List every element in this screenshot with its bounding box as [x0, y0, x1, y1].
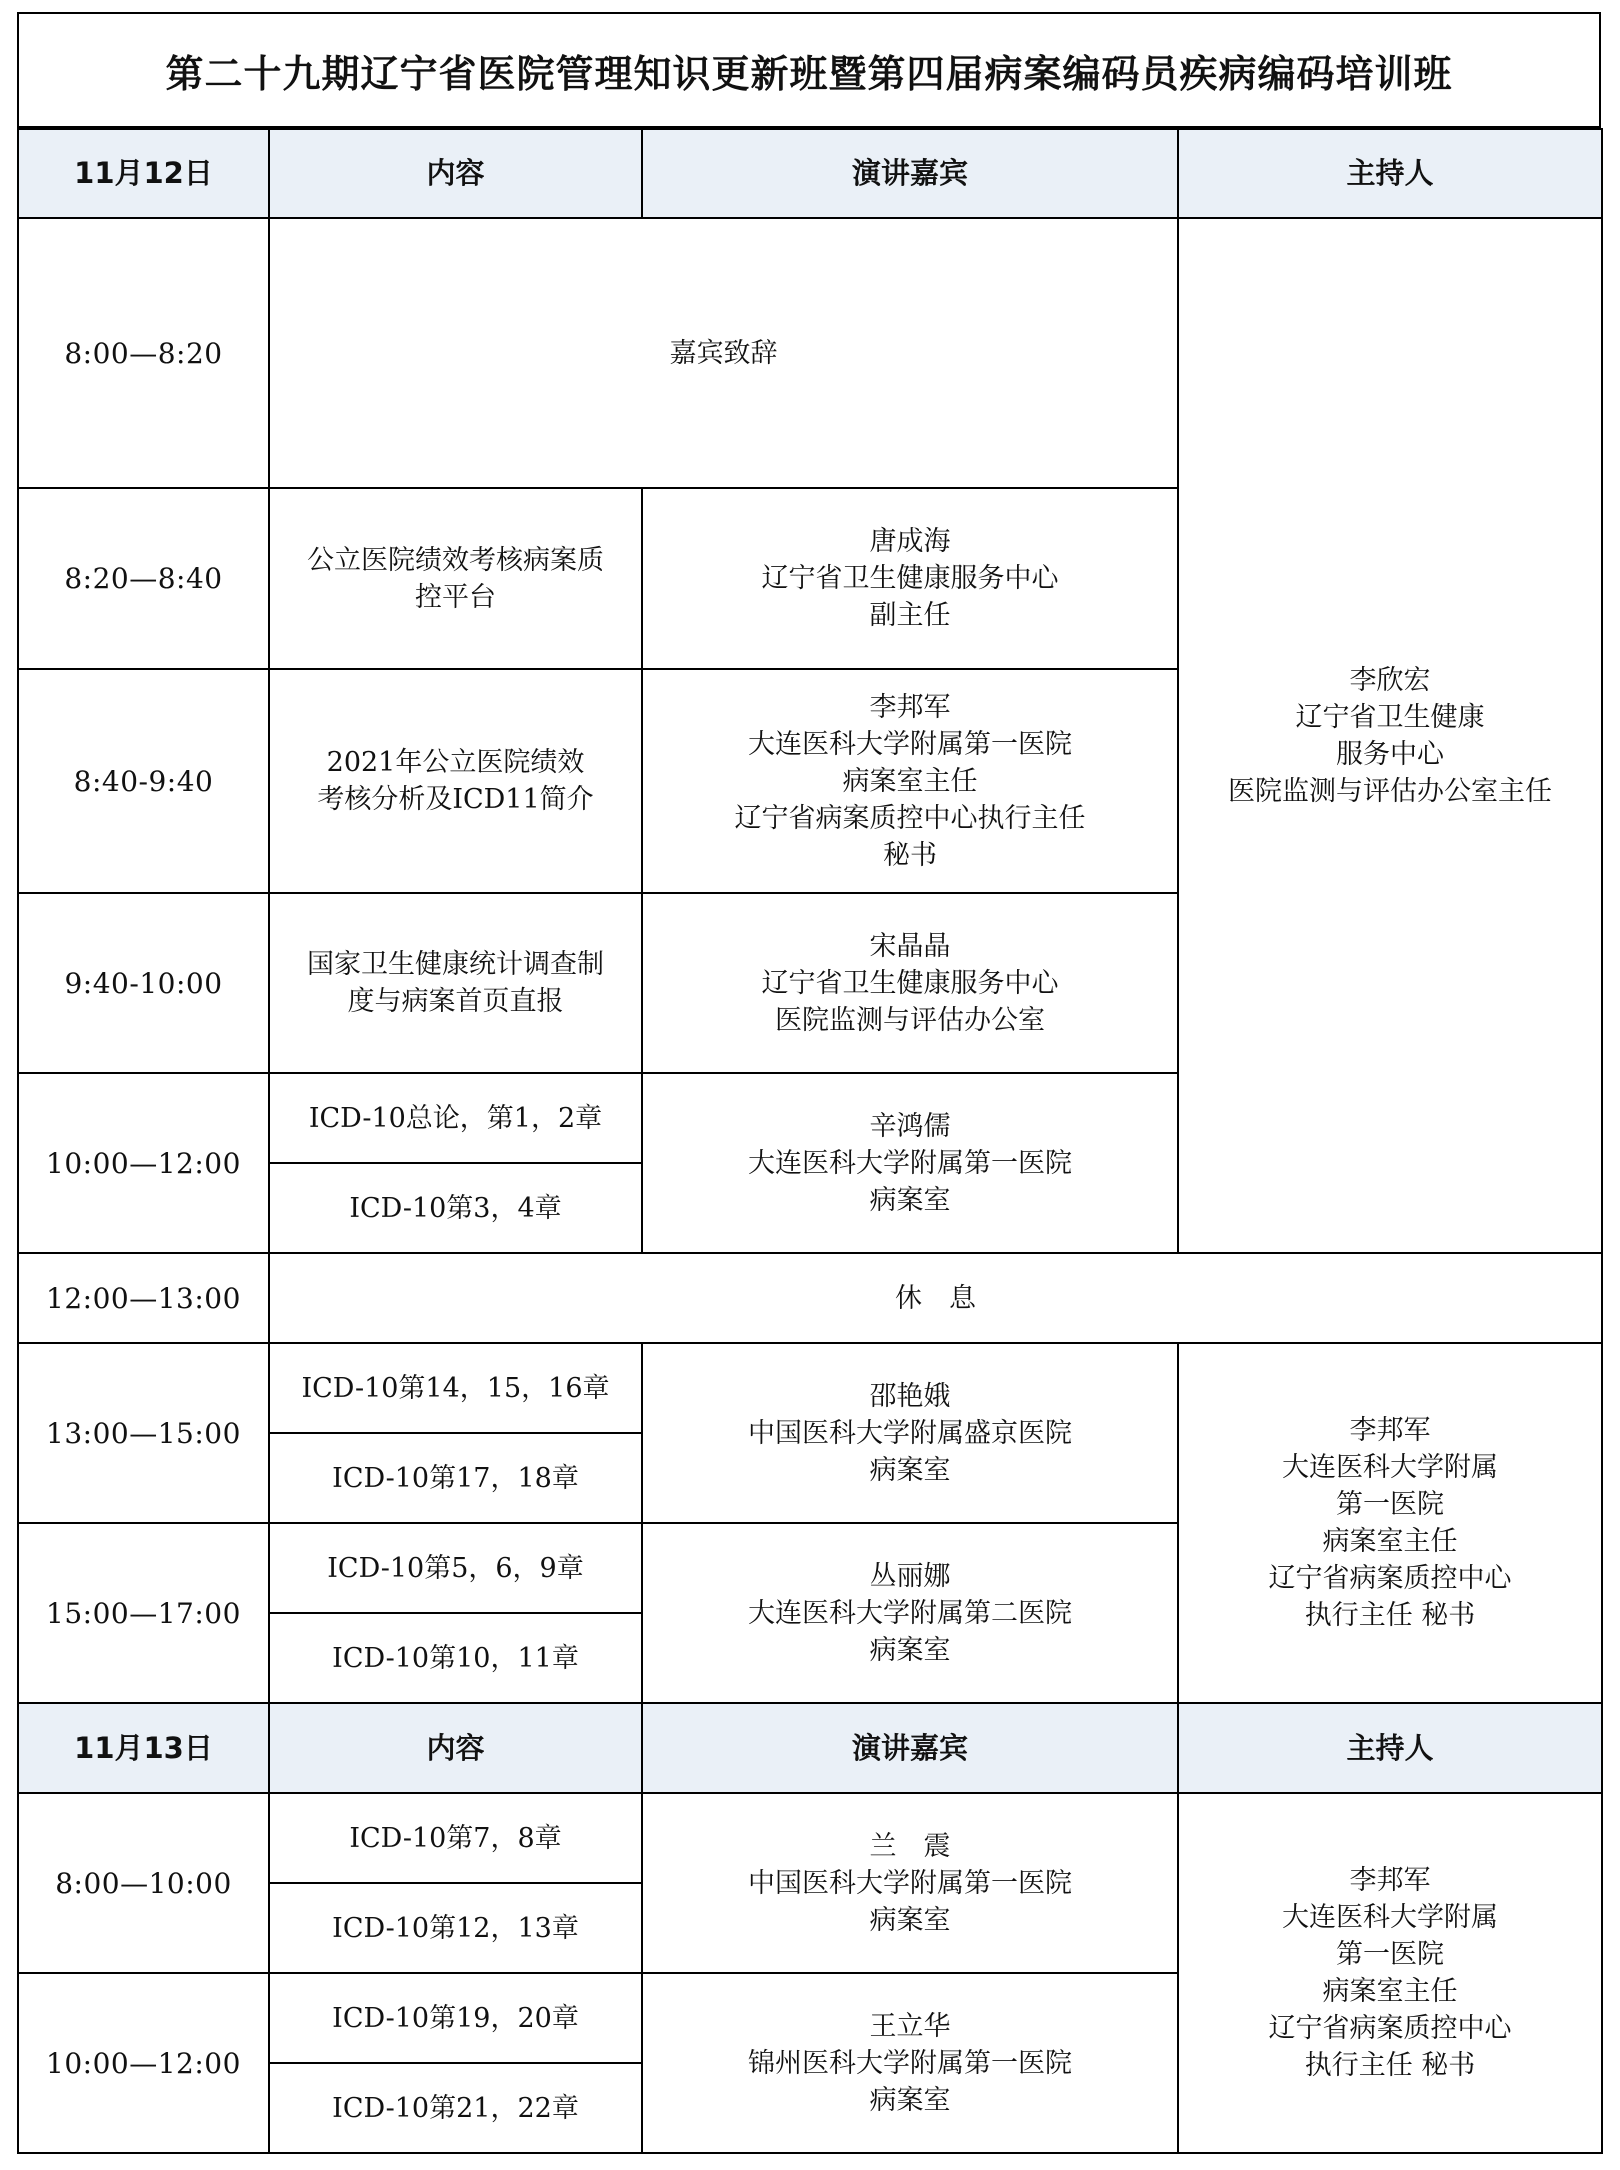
- speaker-cell: [642, 1343, 1178, 1523]
- session-content: 嘉宾致辞: [269, 218, 1178, 488]
- host-name: 李邦军: [1349, 1865, 1431, 1896]
- speaker-header: 演讲嘉宾: [642, 1703, 1178, 1793]
- host-line: 第一医院: [1336, 1939, 1444, 1970]
- session-content: ICD-10第10，11章: [269, 1613, 642, 1703]
- host-line: 执行主任 秘书: [1304, 2050, 1476, 2081]
- session-content: ICD-10第14，15，16章: [269, 1343, 642, 1433]
- speaker-cell: [642, 1073, 1178, 1253]
- schedule-row: [18, 1793, 1602, 1883]
- speaker-name: 兰 震: [869, 1830, 951, 1862]
- content-line: 2021年公立医院绩效: [326, 747, 585, 778]
- session-content: ICD-10第12，13章: [269, 1883, 642, 1973]
- host-line: 病案室主任: [1322, 1526, 1458, 1557]
- speaker-line: 锦州医科大学附属第一医院: [748, 2047, 1072, 2079]
- content-line: 控平台: [415, 581, 496, 613]
- content-line: 公立医院绩效考核病案质: [307, 544, 604, 576]
- content-line: 度与病案首页直报: [347, 986, 564, 1017]
- session-content: ICD-10第3，4章: [269, 1163, 642, 1253]
- day1-header-row: [18, 129, 1602, 218]
- schedule-table: [17, 128, 1603, 2154]
- host-line: 服务中心: [1336, 738, 1444, 770]
- time-slot: 10:00—12:00: [18, 1073, 269, 1253]
- schedule-row: [18, 1343, 1602, 1433]
- speaker-cell: [642, 1973, 1178, 2153]
- document-title: 第二十九期辽宁省医院管理知识更新班暨第四届病案编码员疾病编码培训班: [17, 12, 1601, 128]
- session-content: ICD-10第17，18章: [269, 1433, 642, 1523]
- speaker-name: 丛丽娜: [869, 1560, 951, 1592]
- speaker-line: 秘书: [883, 839, 937, 871]
- time-slot: 15:00—17:00: [18, 1523, 269, 1703]
- day2-header-row: [18, 1703, 1602, 1793]
- session-content: ICD-10第5，6，9章: [269, 1523, 642, 1613]
- host-cell: [1178, 1343, 1602, 1703]
- time-slot: 8:40-9:40: [18, 669, 269, 893]
- speaker-line: 大连医科大学附属第一医院: [748, 1147, 1072, 1179]
- host-line: 病案室主任: [1322, 1976, 1458, 2007]
- speaker-line: 医院监测与评估办公室: [775, 1004, 1045, 1036]
- content-line: 考核分析及ICD11简介: [317, 784, 594, 815]
- host-line: 辽宁省病案质控中心: [1268, 1563, 1512, 1594]
- session-content: ICD-10第21，22章: [269, 2063, 642, 2153]
- speaker-cell: [642, 893, 1178, 1073]
- host-name: 李邦军: [1349, 1415, 1431, 1446]
- speaker-name: 宋晶晶: [869, 930, 951, 962]
- host-cell: [1178, 1793, 1602, 2153]
- schedule-row: [18, 218, 1602, 488]
- speaker-name: 唐成海: [869, 526, 951, 557]
- speaker-line: 病案室: [869, 1904, 951, 1936]
- host-line: 医院监测与评估办公室主任: [1228, 775, 1552, 807]
- host-cell: [1178, 218, 1602, 1253]
- time-slot: 10:00—12:00: [18, 1973, 269, 2153]
- host-line: 第一医院: [1336, 1489, 1444, 1520]
- speaker-name: 邵艳娥: [869, 1380, 951, 1412]
- date-header: 11月13日: [18, 1703, 269, 1793]
- speaker-line: 中国医科大学附属第一医院: [748, 1867, 1072, 1899]
- speaker-line: 辽宁省卫生健康服务中心: [761, 967, 1059, 999]
- time-slot: 13:00—15:00: [18, 1343, 269, 1523]
- session-content: [269, 669, 642, 893]
- speaker-line: 副主任: [869, 600, 951, 631]
- speaker-line: 辽宁省病案质控中心执行主任: [734, 802, 1086, 834]
- host-line: 辽宁省卫生健康: [1295, 701, 1485, 733]
- time-slot: 8:00—10:00: [18, 1793, 269, 1973]
- speaker-line: 病案室: [869, 2084, 951, 2116]
- session-content: ICD-10第19，20章: [269, 1973, 642, 2063]
- session-content: ICD-10总论，第1，2章: [269, 1073, 642, 1163]
- host-line: 执行主任 秘书: [1304, 1600, 1476, 1631]
- speaker-line: 病案室: [869, 1184, 951, 1216]
- host-line: 大连医科大学附属: [1282, 1452, 1498, 1483]
- content-header: 内容: [269, 1703, 642, 1793]
- content-line: 国家卫生健康统计调查制: [307, 949, 604, 980]
- host-header: 主持人: [1178, 129, 1602, 218]
- speaker-line: 病案室主任: [842, 765, 978, 797]
- speaker-cell: [642, 488, 1178, 669]
- speaker-cell: [642, 1793, 1178, 1973]
- host-header: 主持人: [1178, 1703, 1602, 1793]
- speaker-name: 王立华: [869, 2010, 951, 2042]
- content-header: 内容: [269, 129, 642, 218]
- session-content: ICD-10第7，8章: [269, 1793, 642, 1883]
- session-content: [269, 488, 642, 669]
- speaker-cell: [642, 669, 1178, 893]
- speaker-name: 辛鸿儒: [869, 1110, 951, 1142]
- host-line: 大连医科大学附属: [1282, 1902, 1498, 1933]
- speaker-line: 大连医科大学附属第一医院: [748, 728, 1072, 760]
- date-header: 11月12日: [18, 129, 269, 218]
- speaker-line: 大连医科大学附属第二医院: [748, 1597, 1072, 1629]
- time-slot: 12:00—13:00: [18, 1253, 269, 1343]
- time-slot: 8:00—8:20: [18, 218, 269, 488]
- schedule-sheet: [17, 12, 1601, 2154]
- host-name: 李欣宏: [1349, 664, 1431, 696]
- speaker-name: 李邦军: [869, 691, 951, 723]
- speaker-line: 中国医科大学附属盛京医院: [748, 1417, 1072, 1449]
- host-line: 辽宁省病案质控中心: [1268, 2013, 1512, 2044]
- time-slot: 9:40-10:00: [18, 893, 269, 1073]
- speaker-line: 辽宁省卫生健康服务中心: [761, 563, 1059, 594]
- break-label: 休 息: [269, 1253, 1602, 1343]
- speaker-cell: [642, 1523, 1178, 1703]
- speaker-header: 演讲嘉宾: [642, 129, 1178, 218]
- break-row: [18, 1253, 1602, 1343]
- speaker-line: 病案室: [869, 1634, 951, 1666]
- session-content: [269, 893, 642, 1073]
- speaker-line: 病案室: [869, 1454, 951, 1486]
- time-slot: 8:20—8:40: [18, 488, 269, 669]
